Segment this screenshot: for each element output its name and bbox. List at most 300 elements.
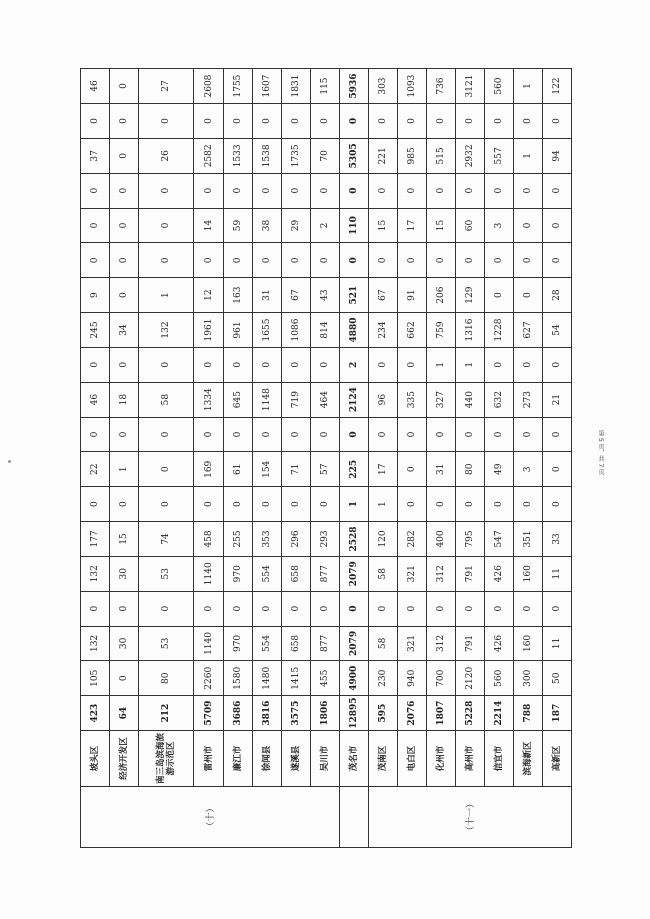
value-cell: 17: [397, 208, 426, 243]
value-cell: 0: [110, 278, 139, 313]
value-cell: 0: [339, 173, 368, 208]
value-cell: 31: [426, 452, 455, 487]
table-row: [455, 69, 484, 848]
value-cell: 0: [110, 173, 139, 208]
value-cell: 221: [368, 138, 397, 173]
value-cell: 0: [223, 173, 252, 208]
value-cell: 0: [110, 104, 139, 139]
value-cell: 0: [397, 452, 426, 487]
value-cell: 0: [310, 243, 339, 278]
table-row: [426, 69, 455, 848]
value-cell: 234: [368, 313, 397, 348]
value-cell: 0: [542, 487, 571, 522]
value-cell: 0: [223, 487, 252, 522]
value-cell: 4900: [339, 661, 368, 696]
value-cell: 0: [368, 243, 397, 278]
area-name-cell: 遂溪县: [281, 731, 310, 787]
value-cell: 105: [81, 661, 110, 696]
value-cell: 0: [81, 487, 110, 522]
value-cell: 0: [310, 104, 339, 139]
area-name-cell: 滨海新区: [513, 731, 542, 787]
value-cell: 0: [426, 104, 455, 139]
area-name-cell: 徐闻县: [252, 731, 281, 787]
value-cell: 1806: [310, 696, 339, 731]
value-cell: 312: [426, 556, 455, 591]
value-cell: 0: [252, 417, 281, 452]
value-cell: 3121: [455, 69, 484, 104]
value-cell: 0: [139, 243, 194, 278]
value-cell: 0: [542, 591, 571, 626]
area-name-cell: 坡头区: [81, 731, 110, 787]
value-cell: 30: [110, 556, 139, 591]
value-cell: 1580: [223, 661, 252, 696]
table-row: [397, 69, 426, 848]
value-cell: 3: [513, 452, 542, 487]
value-cell: 0: [397, 487, 426, 522]
value-cell: 0: [252, 173, 281, 208]
value-cell: 282: [397, 522, 426, 557]
value-cell: 0: [252, 243, 281, 278]
value-cell: 0: [455, 243, 484, 278]
value-cell: 662: [397, 313, 426, 348]
value-cell: 1228: [484, 313, 513, 348]
value-cell: 91: [397, 278, 426, 313]
value-cell: 1607: [252, 69, 281, 104]
value-cell: 3686: [223, 696, 252, 731]
value-cell: 0: [281, 591, 310, 626]
value-cell: 31: [252, 278, 281, 313]
value-cell: 321: [397, 626, 426, 661]
value-cell: 12895: [339, 696, 368, 731]
value-cell: 1755: [223, 69, 252, 104]
area-name-cell: 雷州市: [194, 731, 223, 787]
area-name-cell: 信宜市: [484, 731, 513, 787]
value-cell: 53: [139, 626, 194, 661]
value-cell: 3: [484, 208, 513, 243]
value-cell: 0: [252, 347, 281, 382]
value-cell: 230: [368, 661, 397, 696]
value-cell: 1: [110, 452, 139, 487]
value-cell: 49: [484, 452, 513, 487]
value-cell: 4880: [339, 313, 368, 348]
value-cell: 1415: [281, 661, 310, 696]
value-cell: 2: [339, 347, 368, 382]
value-cell: 0: [139, 208, 194, 243]
value-cell: 0: [110, 208, 139, 243]
value-cell: 0: [542, 347, 571, 382]
value-cell: 206: [426, 278, 455, 313]
value-cell: 521: [339, 278, 368, 313]
value-cell: 0: [110, 661, 139, 696]
value-cell: 0: [484, 173, 513, 208]
table-row: [194, 69, 223, 848]
value-cell: 961: [223, 313, 252, 348]
value-cell: 80: [139, 661, 194, 696]
value-cell: 34: [110, 313, 139, 348]
value-cell: 1735: [281, 138, 310, 173]
value-cell: 0: [110, 69, 139, 104]
value-cell: 0: [139, 417, 194, 452]
value-cell: 11: [542, 626, 571, 661]
value-cell: 0: [310, 173, 339, 208]
value-cell: 0: [194, 243, 223, 278]
value-cell: 335: [397, 382, 426, 417]
area-name-cell: 化州市: [426, 731, 455, 787]
value-cell: 0: [513, 104, 542, 139]
value-cell: 0: [397, 243, 426, 278]
value-cell: 0: [368, 104, 397, 139]
value-cell: 58: [139, 382, 194, 417]
area-name-cell: 南三岛滨海旅游示范区: [139, 731, 194, 787]
value-cell: 2260: [194, 661, 223, 696]
value-cell: 2: [310, 208, 339, 243]
value-cell: 1140: [194, 556, 223, 591]
value-cell: 791: [455, 626, 484, 661]
table-row: [513, 69, 542, 848]
value-cell: 169: [194, 452, 223, 487]
value-cell: 0: [426, 173, 455, 208]
value-cell: 0: [252, 487, 281, 522]
area-name-cell: 经济开发区: [110, 731, 139, 787]
value-cell: 0: [281, 487, 310, 522]
value-cell: 2608: [194, 69, 223, 104]
value-cell: 54: [542, 313, 571, 348]
value-cell: 547: [484, 522, 513, 557]
value-cell: 940: [397, 661, 426, 696]
value-cell: 0: [513, 417, 542, 452]
value-cell: 38: [252, 208, 281, 243]
value-cell: 877: [310, 626, 339, 661]
value-cell: 53: [139, 556, 194, 591]
value-cell: 658: [281, 556, 310, 591]
value-cell: 5305: [339, 138, 368, 173]
value-cell: 3816: [252, 696, 281, 731]
table-row: [484, 69, 513, 848]
value-cell: 645: [223, 382, 252, 417]
value-cell: 300: [513, 661, 542, 696]
value-cell: 132: [81, 626, 110, 661]
table-total-row: [339, 69, 368, 848]
value-cell: 0: [426, 487, 455, 522]
value-cell: 0: [194, 104, 223, 139]
value-cell: 0: [455, 104, 484, 139]
value-cell: 985: [397, 138, 426, 173]
value-cell: 0: [223, 417, 252, 452]
value-cell: 1: [455, 347, 484, 382]
value-cell: 0: [110, 591, 139, 626]
value-cell: 0: [281, 104, 310, 139]
value-cell: 0: [513, 278, 542, 313]
value-cell: 515: [426, 138, 455, 173]
value-cell: 303: [368, 69, 397, 104]
value-cell: 177: [81, 522, 110, 557]
value-cell: 0: [484, 347, 513, 382]
value-cell: 1655: [252, 313, 281, 348]
value-cell: 2582: [194, 138, 223, 173]
value-cell: 96: [368, 382, 397, 417]
value-cell: 15: [426, 208, 455, 243]
value-cell: 163: [223, 278, 252, 313]
value-cell: 50: [542, 661, 571, 696]
value-cell: 627: [513, 313, 542, 348]
area-name-cell: 高州市: [455, 731, 484, 787]
value-cell: 658: [281, 626, 310, 661]
value-cell: 26: [139, 138, 194, 173]
value-cell: 1961: [194, 313, 223, 348]
value-cell: 1334: [194, 382, 223, 417]
value-cell: 0: [397, 591, 426, 626]
value-cell: 5936: [339, 69, 368, 104]
value-cell: 312: [426, 626, 455, 661]
value-cell: 43: [310, 278, 339, 313]
value-cell: 1148: [252, 382, 281, 417]
value-cell: 0: [223, 243, 252, 278]
value-cell: 0: [281, 243, 310, 278]
region-group-label: （十一）: [368, 787, 571, 848]
value-cell: 0: [81, 208, 110, 243]
value-cell: 27: [139, 69, 194, 104]
value-cell: 1: [426, 347, 455, 382]
value-cell: 0: [484, 487, 513, 522]
table-row: [310, 69, 339, 848]
value-cell: 0: [81, 417, 110, 452]
value-cell: 0: [397, 173, 426, 208]
value-cell: 0: [252, 104, 281, 139]
value-cell: 0: [194, 487, 223, 522]
value-cell: 293: [310, 522, 339, 557]
value-cell: 970: [223, 556, 252, 591]
value-cell: 0: [426, 417, 455, 452]
value-cell: 736: [426, 69, 455, 104]
value-cell: 33: [542, 522, 571, 557]
value-cell: 557: [484, 138, 513, 173]
value-cell: 0: [223, 347, 252, 382]
value-cell: 94: [542, 138, 571, 173]
value-cell: 0: [368, 591, 397, 626]
value-cell: 2076: [397, 696, 426, 731]
table-row: [223, 69, 252, 848]
value-cell: 0: [139, 104, 194, 139]
value-cell: 9: [81, 278, 110, 313]
value-cell: 0: [339, 104, 368, 139]
value-cell: 67: [368, 278, 397, 313]
value-cell: 791: [455, 556, 484, 591]
value-cell: 1: [139, 278, 194, 313]
value-cell: 29: [281, 208, 310, 243]
value-cell: 0: [484, 278, 513, 313]
value-cell: 120: [368, 522, 397, 557]
value-cell: 0: [223, 591, 252, 626]
value-cell: 0: [281, 173, 310, 208]
value-cell: 1831: [281, 69, 310, 104]
value-cell: 351: [513, 522, 542, 557]
value-cell: 2120: [455, 661, 484, 696]
value-cell: 0: [397, 104, 426, 139]
area-name-cell: 茂名市: [339, 731, 368, 787]
value-cell: 426: [484, 556, 513, 591]
value-cell: 0: [484, 591, 513, 626]
value-cell: 0: [194, 591, 223, 626]
value-cell: 64: [110, 696, 139, 731]
value-cell: 60: [455, 208, 484, 243]
value-cell: 458: [194, 522, 223, 557]
value-cell: 0: [139, 173, 194, 208]
value-cell: 0: [484, 104, 513, 139]
value-cell: 5709: [194, 696, 223, 731]
value-cell: 0: [339, 243, 368, 278]
value-cell: 560: [484, 661, 513, 696]
value-cell: 0: [81, 591, 110, 626]
value-cell: 74: [139, 522, 194, 557]
value-cell: 0: [426, 243, 455, 278]
value-cell: 273: [513, 382, 542, 417]
area-name-cell: 电白区: [397, 731, 426, 787]
value-cell: 321: [397, 556, 426, 591]
value-cell: 14: [194, 208, 223, 243]
value-cell: 212: [139, 696, 194, 731]
value-cell: 0: [110, 138, 139, 173]
value-cell: 0: [81, 347, 110, 382]
value-cell: 5228: [455, 696, 484, 731]
value-cell: 22: [81, 452, 110, 487]
region-group-label: （十）: [81, 787, 340, 848]
value-cell: 1: [368, 487, 397, 522]
value-cell: 0: [513, 173, 542, 208]
value-cell: 0: [281, 417, 310, 452]
value-cell: 129: [455, 278, 484, 313]
value-cell: 423: [81, 696, 110, 731]
value-cell: 0: [139, 591, 194, 626]
value-cell: 70: [310, 138, 339, 173]
value-cell: 21: [542, 382, 571, 417]
value-cell: 0: [339, 417, 368, 452]
table-row: [110, 69, 139, 848]
value-cell: 0: [110, 347, 139, 382]
value-cell: 296: [281, 522, 310, 557]
value-cell: 1480: [252, 661, 281, 696]
value-cell: 0: [397, 347, 426, 382]
value-cell: 225: [339, 452, 368, 487]
value-cell: 1538: [252, 138, 281, 173]
value-cell: 0: [455, 591, 484, 626]
value-cell: 0: [542, 208, 571, 243]
value-cell: 0: [455, 173, 484, 208]
value-cell: 0: [252, 591, 281, 626]
value-cell: 115: [310, 69, 339, 104]
value-cell: 0: [110, 487, 139, 522]
value-cell: 0: [542, 452, 571, 487]
table-row: [139, 69, 194, 848]
value-cell: 122: [542, 69, 571, 104]
value-cell: 0: [81, 173, 110, 208]
value-cell: 2079: [339, 626, 368, 661]
value-cell: 1: [513, 69, 542, 104]
value-cell: 80: [455, 452, 484, 487]
value-cell: 1: [513, 138, 542, 173]
value-cell: 0: [513, 208, 542, 243]
value-cell: 0: [81, 104, 110, 139]
value-cell: 0: [139, 487, 194, 522]
value-cell: 353: [252, 522, 281, 557]
value-cell: 400: [426, 522, 455, 557]
value-cell: 58: [368, 556, 397, 591]
value-cell: 877: [310, 556, 339, 591]
value-cell: 0: [281, 347, 310, 382]
value-cell: 3575: [281, 696, 310, 731]
value-cell: 560: [484, 69, 513, 104]
value-cell: 0: [339, 591, 368, 626]
value-cell: 0: [513, 591, 542, 626]
value-cell: 0: [542, 417, 571, 452]
value-cell: 15: [368, 208, 397, 243]
value-cell: 759: [426, 313, 455, 348]
value-cell: 0: [194, 347, 223, 382]
rotated-table-area: [80, 68, 572, 848]
value-cell: 1: [339, 487, 368, 522]
value-cell: 0: [139, 452, 194, 487]
value-cell: 0: [542, 104, 571, 139]
value-cell: 1086: [281, 313, 310, 348]
value-cell: 719: [281, 382, 310, 417]
value-cell: 0: [310, 347, 339, 382]
value-cell: 0: [110, 243, 139, 278]
value-cell: 970: [223, 626, 252, 661]
table-row: [252, 69, 281, 848]
value-cell: 132: [139, 313, 194, 348]
area-name-cell: 廉江市: [223, 731, 252, 787]
value-cell: 255: [223, 522, 252, 557]
value-cell: 464: [310, 382, 339, 417]
value-cell: 71: [281, 452, 310, 487]
value-cell: 0: [513, 243, 542, 278]
value-cell: 0: [110, 417, 139, 452]
value-cell: 59: [223, 208, 252, 243]
value-cell: 2079: [339, 556, 368, 591]
value-cell: 28: [542, 278, 571, 313]
value-cell: 154: [252, 452, 281, 487]
value-cell: 0: [310, 591, 339, 626]
value-cell: 1533: [223, 138, 252, 173]
value-cell: 455: [310, 661, 339, 696]
value-cell: 0: [194, 173, 223, 208]
value-cell: 426: [484, 626, 513, 661]
area-name-cell: 茂南区: [368, 731, 397, 787]
value-cell: 814: [310, 313, 339, 348]
value-cell: 46: [81, 69, 110, 104]
value-cell: 788: [513, 696, 542, 731]
value-cell: 0: [484, 417, 513, 452]
value-cell: 440: [455, 382, 484, 417]
value-cell: 15: [110, 522, 139, 557]
value-cell: 30: [110, 626, 139, 661]
value-cell: 0: [310, 417, 339, 452]
value-cell: 0: [310, 487, 339, 522]
value-cell: 0: [397, 417, 426, 452]
table-row: [81, 69, 110, 848]
value-cell: 46: [81, 382, 110, 417]
value-cell: 700: [426, 661, 455, 696]
statistics-table: [80, 68, 572, 848]
value-cell: 0: [368, 173, 397, 208]
value-cell: 2932: [455, 138, 484, 173]
scan-speck: [8, 460, 11, 463]
value-cell: 0: [81, 243, 110, 278]
value-cell: 1140: [194, 626, 223, 661]
value-cell: 2528: [339, 522, 368, 557]
value-cell: 0: [484, 243, 513, 278]
value-cell: 2214: [484, 696, 513, 731]
value-cell: 132: [81, 556, 110, 591]
